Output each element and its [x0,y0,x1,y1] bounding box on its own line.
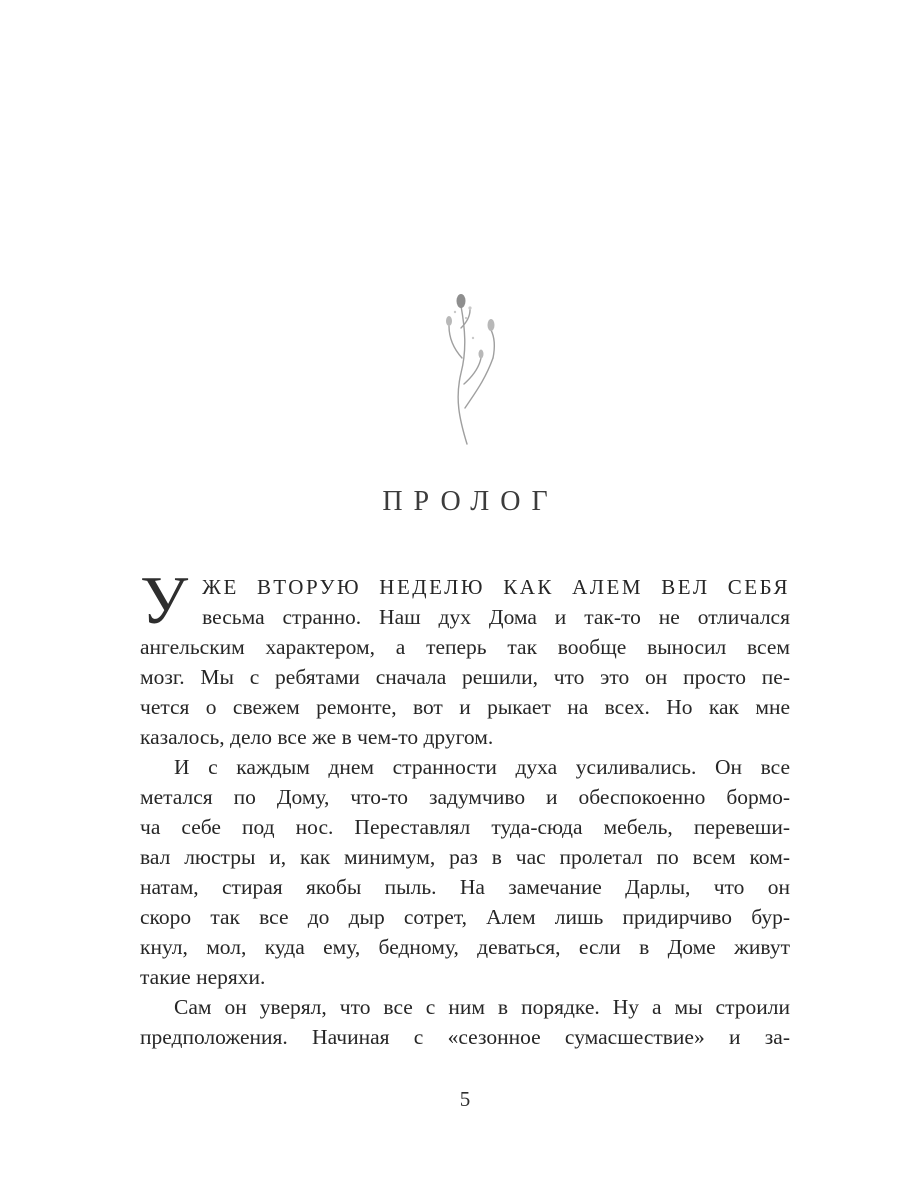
text-line: кнул, мол, куда ему, бедному, деваться, если в Доме живут [140,935,790,959]
text-line: ангельским характером, а теперь так вообще выносил всем [140,635,790,659]
text-block [140,562,790,1052]
paragraph-2 [140,752,790,992]
text-line: натам, стирая якобы пыль. На замечание Дарлы, что он [140,875,790,899]
text-line: ЖЕ ВТОРУЮ НЕДЕЛЮ КАК АЛЕМ ВЕЛ СЕБЯ [202,575,790,599]
paragraph-3 [140,992,790,1052]
text-line: казалось, дело все же в чем-то другом. [140,725,494,749]
text-line: метался по Дому, что-то задумчиво и обеспокоенно бормо- [140,785,790,809]
text-line: скоро так все до дыр сотрет, Алем лишь придирчиво бур- [140,905,790,929]
text-line: предположения. Начиная с «сезонное сумасшествие» и за- [140,1025,790,1049]
text-line: мозг. Мы с ребятами сначала решили, что это он просто пе- [140,665,790,689]
text-line: такие неряхи. [140,965,266,989]
page-content [140,288,790,1052]
text-line: Сам он уверял, что все с ним в порядке. Ну а мы строили [174,995,790,1019]
chapter-title: ПРОЛОГ [382,486,559,517]
floral-sprig-icon [413,288,517,446]
text-line: ча себе под нос. Переставлял туда-сюда мебель, перевеши- [140,815,790,839]
drop-cap: У [140,562,189,638]
paragraph-1 [140,562,790,752]
text-line: вал люстры и, как минимум, раз в час пролетал по всем ком- [140,845,790,869]
text-line: чется о свежем ремонте, вот и рыкает на всех. Но как мне [140,695,790,719]
page-number: 5 [459,1087,471,1111]
text-line: И с каждым днем странности духа усиливались. Он все [174,755,790,779]
text-line: весьма странно. Наш дух Дома и так-то не отличался [202,605,790,629]
